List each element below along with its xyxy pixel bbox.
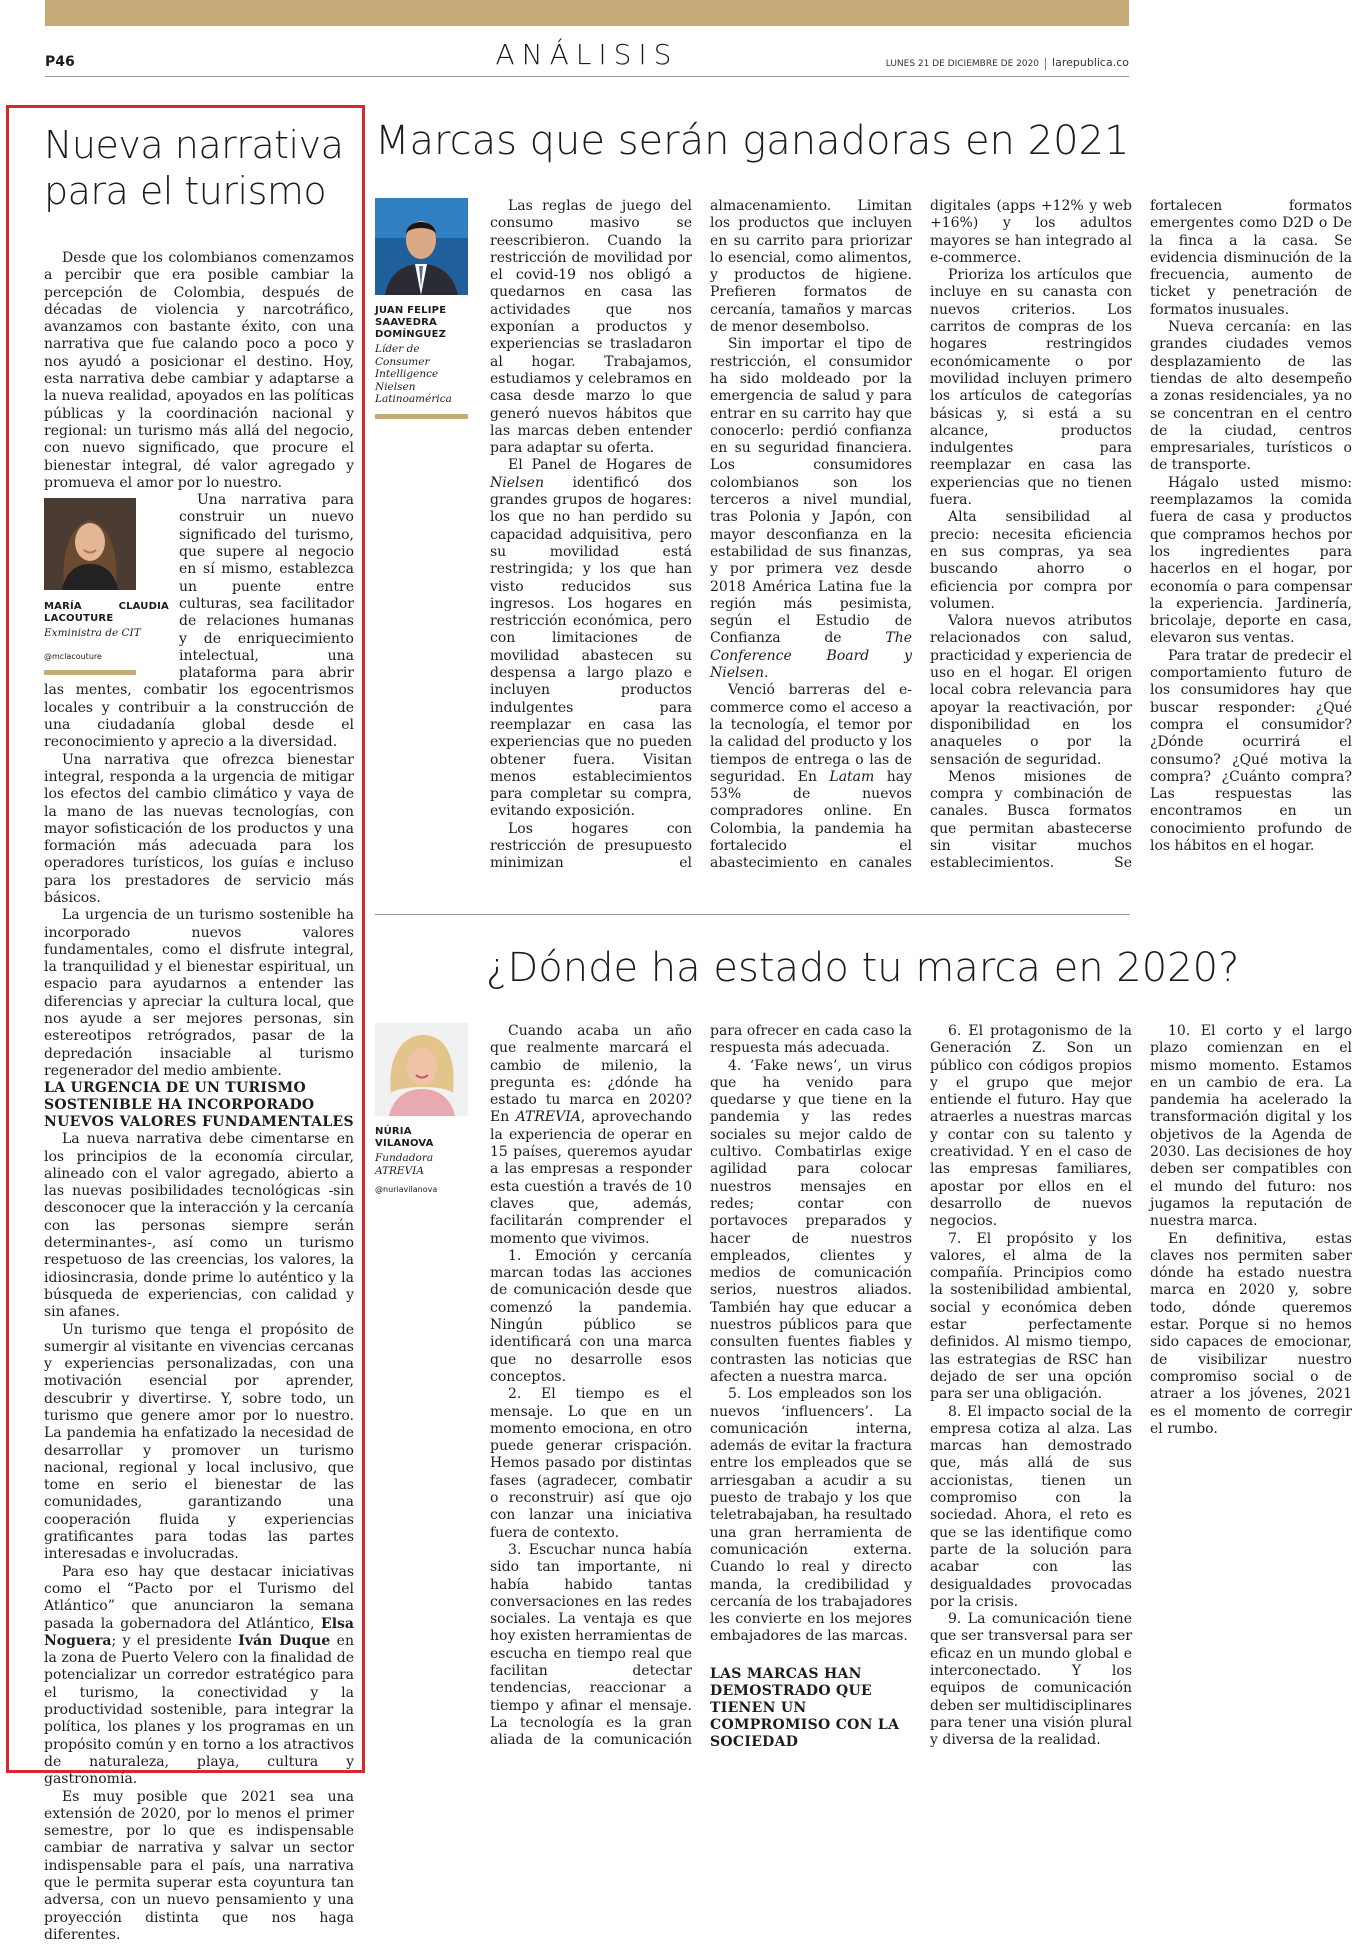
bottom-paragraph: 3. Escuchar nunca había sido tan importante, ni había habido tantas conversaciones en las redes sociales. La ventaja es que hoy existen herramientas de escucha en tiempo real que facilitan detectar tendencias, reaccionar a tiempo y afinar el mensaje. La tecnología es la gran aliada de la comunicación para ofrecer en cada caso la respuesta más adecuada. [490, 1023, 912, 1749]
bottom-paragraph [490, 1023, 692, 1248]
article-divider [375, 914, 1130, 915]
mid-author-role: Líder de Consumer Intelligence Nielsen Latinoamérica [375, 343, 452, 405]
left-paragraph [44, 1564, 354, 1789]
mid-paragraph: Prioriza los artículos que incluye en su canasta con nuevos criterios. Los carritos de compras de los hogares restringidos económicamente o por movilidad incluyen primero los artículos de categorías básicas y, si está a su alcance, productos indulgentes para reemplazar en casa las experiencias que no tienen fuera. [930, 267, 1132, 509]
mid-author-box [375, 198, 470, 419]
author-photo-lacouture [44, 498, 136, 590]
author-gold-rule [44, 670, 136, 675]
mid-article-title: Marcas que serán ganadoras en 2021 [375, 118, 1130, 164]
site-url: larepublica.co [1052, 56, 1129, 69]
bottom-paragraph: 7. El propósito y los valores, el alma de la compañía. Principios como la sostenibilidad ambiental, social y económica deben estar perfectamente definidos. Al mismo tiempo, las estrategias de RSC han dejado de ser una opción para ser una obligación. [930, 1230, 1132, 1403]
mid-paragraph [710, 336, 912, 682]
bottom-paragraph: 2. El tiempo es el mensaje. Lo que en un momento emociona, en otro puede generar crispación. Hemos pasado por distintas fases (agradecer, combatir o reconstruir) así que ojo con lanzar una iniciativa fuera de contexto. [490, 1386, 692, 1541]
bottom-article-body [490, 1023, 1352, 1758]
text-run: Para eso hay que destacar iniciativas como el “Pacto por el Turismo del Atlántico” que anunciaron la semana pasada la gobernadora del Atlántico, [44, 1563, 354, 1632]
company-name: ATREVIA [515, 1109, 581, 1126]
mid-paragraph: Para tratar de predecir el comportamiento futuro de los consumidores hay que buscar responder: ¿Qué compra el consumidor? ¿Dónde ocurrirá el consumo? ¿Qué motiva la compra? ¿Cuánto compra? Las respuestas las encontramos en un conocimiento profundo de los hábitos en el hogar. [1150, 647, 1352, 854]
bottom-paragraph: 5. Los empleados son los nuevos ‘influencers’. La comunicación interna, además de evitar la fractura entre los empleados que se arriesgaban a acudir a su puesto de trabajo y los que teletrabajaban, ha resultado una gran herramienta de comunicación externa. Cuando lo real y directo manda, la credibilidad y cercanía de los trabajadores les convierte en los mejores embajadores de las marcas. [710, 1386, 912, 1645]
left-author-name: MARÍA CLAUDIA LACOUTURE [44, 601, 169, 625]
bottom-author-name: NÚRIA VILANOVA [375, 1126, 434, 1149]
left-paragraph: La urgencia de un turismo sostenible ha incorporado nuevos valores fundamentales, como el disfrute integral, la tranquilidad y el bienestar espiritual, un espacio para ayudarnos a entender las diferencias y apreciar la cultura local, que nos ayude a ser mejores personas, sin estereotipos retrógrados, pasar de la depredación insaciable al turismo regenerador del medio ambiente. [44, 907, 354, 1079]
left-subhead: LA URGENCIA DE UN TURISMO SOSTENIBLE HA INCORPORADO NUEVOS VALORES FUNDAMENTALES [44, 1080, 354, 1131]
top-color-bar [45, 0, 1129, 26]
mid-paragraph: Nueva cercanía: en las grandes ciudades vemos desplazamiento de las tiendas de alto desempeño a zonas residenciales, ya no se concentran en el centro de la ciudad, centros empresariales, turísticos o de transporte. [1150, 319, 1352, 474]
left-author-role: Exministra de CIT [44, 627, 141, 640]
text-run: El Panel de Hogares de [508, 457, 692, 474]
text-run: ; y el presidente [111, 1632, 239, 1649]
author-gold-rule [375, 414, 468, 419]
page-header [45, 36, 1129, 77]
text-run: . [763, 665, 769, 682]
bottom-subhead: LAS MARCAS HAN DEMOSTRADO QUE TIENEN UN COMPROMISO CON LA SOCIEDAD [710, 1665, 900, 1750]
person-name: Iván Duque [238, 1632, 331, 1649]
bottom-author-role: Fundadora ATREVIA [375, 1152, 434, 1177]
left-author-box [44, 498, 169, 675]
bottom-paragraph: 8. El impacto social de la empresa cotiza al alza. Las marcas han demostrado que, más allá de sus accionistas, tienen un compromiso con la sociedad. Ahora, el reto es que se las identifique como parte de la solución para acabar con las desigualdades provocadas por la crisis. [930, 1403, 1132, 1610]
mid-paragraph: Valora nuevos atributos relacionados con salud, practicidad y experiencia de uso en el hogar. El origen local cobra relevancia para apoyar la reactivación, por disponibilidad en los anaqueles o por la sensación de seguridad. [930, 613, 1132, 768]
left-paragraph: Un turismo que tenga el propósito de sumergir al visitante en vivencias cercanas y experiencias personalizadas, con una motivación esencial por aprender, descubrir y divertirse. Y, sobre todo, un turismo que genere amor por lo nuestro. La pandemia ha enfatizado la necesidad de desarrollar y promover un turismo nacional, regional y local inclusivo, que tome en serio el bienestar de las comunidades, garantizando una cooperación fluida y experiencias gratificantes para todas las partes interesadas e involucradas. [44, 1321, 354, 1563]
mid-article-body [490, 198, 1352, 878]
text-run: Cuando acaba un año que realmente marcará el cambio de milenio, la pregunta es: ¿dónde ha estado tu marca en 2020? En [490, 1023, 692, 1126]
header-meta [886, 56, 1129, 70]
bottom-paragraph: 10. El corto y el largo plazo comienzan en el mismo momento. Estamos en un cambio de era. La pandemia ha acelerado la transformación digital y los objetivos de la Agenda de 2030. Las decisiones de hoy deben ser compatibles con el mundo del futuro: nos jugamos la reputación de nuestra marca. [1150, 1023, 1352, 1230]
mid-paragraph: Las reglas de juego del consumo masivo se reescribieron. Cuando la restricción de movilidad por el covid-19 nos obligó a quedarnos en casa las actividades que nos exponían a productos y experiencias se trasladaron al hogar. Trabajamos, estudiamos y celebramos en casa desde marzo lo que generó nuevos hábitos que las marcas deben entender para adaptar su oferta. [490, 198, 692, 457]
left-article-title: Nueva narrativa para el turismo [44, 123, 344, 213]
text-run: en la zona de Puerto Velero con la finalidad de potencializar un corredor estratégico para el turismo, la conectividad y la productividad sostenible, para integrar la política, los planes y los programas en un propósito común y en torno a los atractivos de naturaleza, playa, cultura y gastronomía. [44, 1632, 354, 1788]
left-paragraph: Desde que los colombianos comenzamos a percibir que era posible cambiar la percepción de Colombia, después de décadas de violencia y narcotráfico, avanzamos con bastante éxito, con una narrativa que fue calando poco a poco y nos ayudó a posicionar el destino. Hoy, esta narrativa debe cambiar y adaptarse a la nueva realidad, apoyados en las políticas públicas y la coordinación nacional y regional: un turismo más allá del negocio, con nuevo significado, que procure el bienestar integral, dé valor agregado y promueva el amor por lo nuestro. [44, 250, 354, 491]
header-separator [1045, 58, 1046, 70]
text-run: Venció barreras del e-commerce como el acceso a la tecnología, el temor por la calidad del producto y los tiempos de entrega o las de seguridad. En [710, 682, 912, 785]
text-run: identificó dos grandes grupos de hogares: los que no han perdido su capacidad adquisitiva, pero su movilidad está restringida; y los que han visto reducidos sus ingresos. Los hogares en restricción económica, pero con limitaciones de movilidad abastecen su despensa a largo plazo e incluyen productos indulgentes para reemplazar en casa las experiencias que no pueden obtener fuera. Visitan menos establecimientos para completar su compra, evitando exposición. [490, 474, 692, 820]
person-name: Elsa Noguera [44, 1615, 354, 1649]
bottom-author-handle: @nuriavilanova [375, 1185, 438, 1194]
mid-paragraph: Los hogares con restricción de presupuesto minimizan el almacenamiento. Limitan los productos que incluyen en su carrito para priorizar lo esencial, como alimentos, y productos de higiene. Prefieren formatos de cercanía, tamaños y marcas de menor desembolso. [490, 198, 912, 872]
section-title: ANÁLISIS [495, 38, 679, 71]
mid-paragraph: Hágalo usted mismo: reemplazamos la comida fuera de casa y productos que compramos hechos por los ingredientes para hacerlos en el hogar, por economía o para compensar la experiencia. Jardinería, bricolaje, deporte en casa, elevaron sus ventas. [1150, 474, 1352, 647]
text-run: hay 53% de nuevos compradores online. En Colombia, la pandemia ha fortalecido el abastecimiento en canales digitales (apps +12% y web +16%) y los adultos mayores se han integrado al e-commerce. [710, 198, 1132, 872]
region-name: Latam [829, 768, 875, 785]
mid-paragraph: Menos misiones de compra y combinación de canales. Busca formatos que permitan abastecerse sin visitar muchos establecimientos. Se fortalecen formatos emergentes como D2D o De la finca a la casa. Se evidencia disminución de la frecuencia, aumento de ticket y penetración de formatos inusuales. [930, 198, 1352, 872]
company-name: Nielsen [490, 474, 544, 491]
text-run: , aprovechando la experiencia de operar en 15 países, queremos ayudar a las empresas a responder esta cuestión a través de 10 claves que, además, facilitarán comprender el momento que vivimos. [490, 1109, 692, 1247]
source-name: The Conference Board y Nielsen [710, 630, 912, 682]
author-photo-vilanova [375, 1023, 468, 1116]
left-paragraph: Una narrativa para construir un nuevo significado del turismo, que supere al negocio en sí mismo, establezca un puente entre culturas, sea facilitador de relaciones humanas y de enriquecimiento intelectual, una plataforma para abrir las mentes, combatir los egocentrismos locales y contribuir a la construcción de una ciudadanía global desde el reconocimiento y aprecio a la diversidad. [44, 492, 354, 751]
left-paragraph: Una narrativa que ofrezca bienestar integral, responda a la urgencia de mitigar los efectos del cambio climático y vaya de la mano de las nuevas tecnologías, con mayor sofisticación de los productos y una formación más adecuada para los operadores turísticos, los guías e incluso para los prestadores de servicio más básicos. [44, 751, 354, 906]
bottom-author-box [375, 1023, 470, 1194]
bottom-article-title: ¿Dónde ha estado tu marca en 2020? [486, 945, 1240, 991]
mid-paragraph [490, 457, 692, 820]
text-run: Sin importar el tipo de restricción, el consumidor ha sido moldeado por la emergencia de salud y para entrar en su carrito hay que conocerlo: perdió confianza en su seguridad financiera. Los consumidores colombianos son los terceros a nivel mundial, tras Polonia y Japón, con mayor desconfianza en la estabilidad de sus finanzas, y por primera vez desde 2018 América Latina fue la región más pesimista, según el Estudio de Confianza de [710, 336, 912, 647]
left-author-handle: @mclacouture [44, 651, 102, 661]
bottom-paragraph: 6. El protagonismo de la Generación Z. Son un público con códigos propios y el grupo que mejor entiende el futuro. Hay que atraerles a nuestras marcas y contar con su talento y creatividad. Y en el caso de las empresas familiares, apostar por ellos en el desarrollo de nuevos negocios. [930, 1023, 1132, 1230]
bottom-paragraph: 4. ‘Fake news’, un virus que ha venido para quedarse y que tiene en la pandemia y las redes sociales su mejor caldo de cultivo. Combatirlas exige agilidad para colocar nuestros mensajes en redes; contar con portavoces preparados y hacer de nuestros empleados, clientes y medios de comunicación serios, nuestros aliados. También hay que educar a nuestros públicos para que consulten fuentes fiables y contrasten las noticias que afecten a nuestra marca. [710, 1057, 912, 1385]
left-paragraph: La nueva narrativa debe cimentarse en los principios de la economía circular, alineado con el valor agregado, abierto a las nuevas posibilidades tecnológicas -sin desconocer que la interacción y la cercanía con las personas siempre serán determinantes-, así como un turismo respetuoso de las creencias, los valores, la idiosincrasia, donde prime lo auténtico y la búsqueda de experiencias, con calidad y sin afanes. [44, 1131, 354, 1321]
bottom-paragraph: En definitiva, estas claves nos permiten saber dónde ha estado nuestra marca en 2020 y, sobre todo, dónde queremos estar. Porque si no hemos sido capaces de emocionar, de visibilizar nuestro compromiso social o de atraer a los jóvenes, 2021 es el momento de corregir el rumbo. [1150, 1230, 1352, 1437]
mid-paragraph: Alta sensibilidad al precio: necesita eficiencia en sus compras, ya sea buscando ahorro o eficiencia por compra por volumen. [930, 509, 1132, 612]
bottom-paragraph: 1. Emoción y cercanía marcan todas las acciones de comunicación desde que comenzó la pandemia. Ningún público se identificará con una marca que no desarrolle esos conceptos. [490, 1247, 692, 1385]
bottom-paragraph: 9. La comunicación tiene que ser transversal para ser eficaz en un mundo global e interconectado. Y los equipos de comunicación deben ser multidisciplinares para tener una visión plural y diversa de la realidad. [930, 1611, 1132, 1749]
mid-author-name: JUAN FELIPE SAAVEDRA DOMÍNGUEZ [375, 305, 447, 340]
issue-date: LUNES 21 DE DICIEMBRE DE 2020 [885, 59, 1040, 69]
page-number: P46 [45, 54, 75, 70]
left-paragraph: Es muy posible que 2021 sea una extensión de 2020, por lo menos el primer semestre, por lo que es indispensable cambiar de narrativa y salvar un sector indispensable para el país, una narrativa que le permita superar esta coyuntura tan adversa, con un nuevo pensamiento y una proyección distinta que nos haga diferentes. [44, 1788, 354, 1943]
author-photo-saavedra [375, 198, 468, 295]
left-article-body [44, 250, 354, 1944]
